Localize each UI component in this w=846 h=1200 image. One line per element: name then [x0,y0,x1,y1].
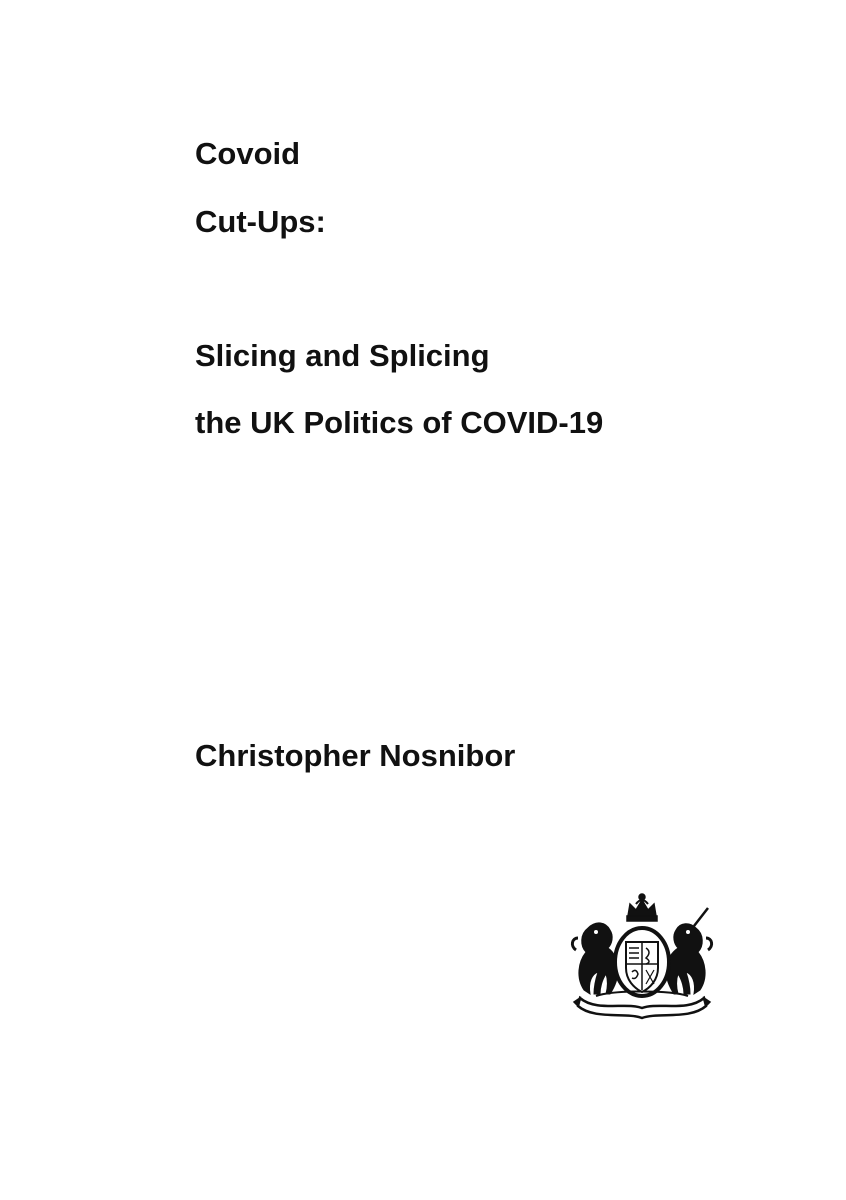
royal-coat-of-arms-icon [566,890,718,1022]
subtitle-line-2: the UK Politics of COVID-19 [195,405,604,440]
title-line-1: Covoid [195,136,301,171]
author-name: Christopher Nosnibor [195,738,516,773]
title-line-2: Cut-Ups: [195,204,326,239]
subtitle-line-1: Slicing and Splicing [195,338,490,373]
